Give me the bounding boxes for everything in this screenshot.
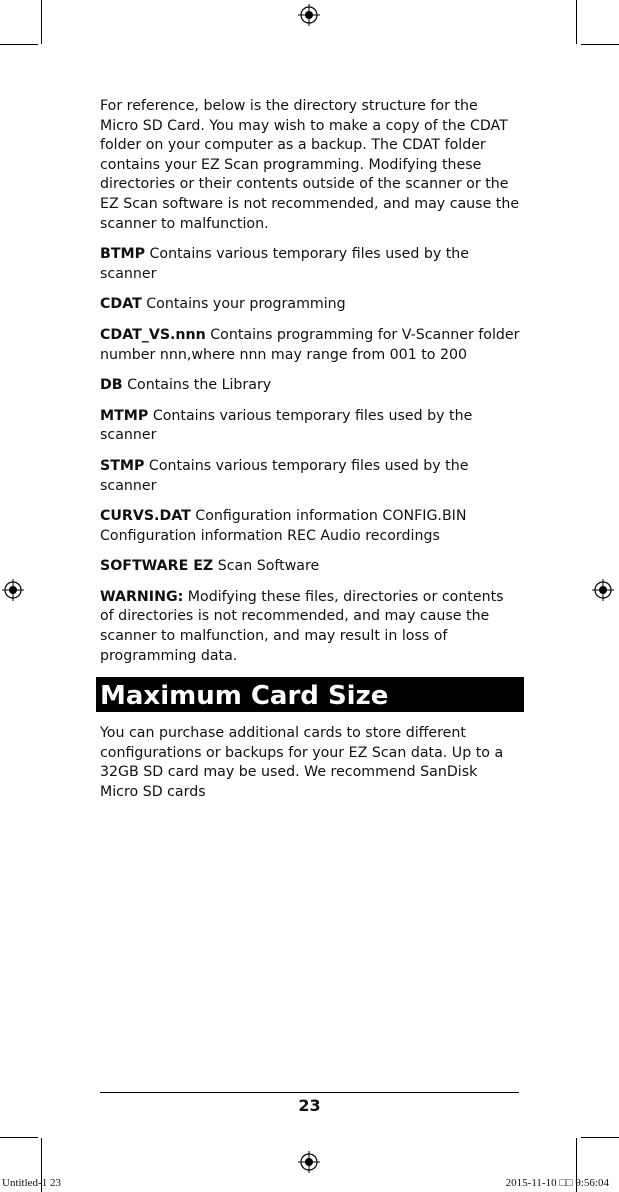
crop-mark (581, 44, 619, 45)
entry-cdat-vs (100, 326, 520, 365)
page-content (100, 97, 520, 814)
entry-btmp (100, 245, 520, 284)
warning-paragraph (100, 588, 520, 666)
entry-software (100, 557, 520, 577)
entry-term: CDAT_VS.nnn (100, 326, 206, 343)
crop-mark (0, 44, 38, 45)
entry-term: SOFTWARE EZ (100, 558, 214, 575)
entry-desc: Contains programming for V-Scanner folder number nnn,where nnn may range from 001 to 200 (100, 326, 520, 363)
entry-desc: Contains the Library (122, 377, 272, 394)
entry-stmp (100, 457, 520, 496)
entry-desc: Contains your programming (141, 296, 346, 313)
entry-db (100, 376, 520, 396)
entry-term: DB (100, 377, 123, 394)
entry-desc: Contains various temporary files used by the scanner (100, 246, 470, 282)
warning-label: WARNING: (100, 588, 184, 605)
registration-mark-icon (298, 1151, 320, 1173)
registration-mark-icon (592, 579, 614, 601)
crop-mark (581, 1137, 619, 1138)
entry-desc: Scan Software (213, 558, 320, 575)
registration-mark-icon (2, 579, 24, 601)
section-heading: Maximum Card Size (96, 677, 524, 712)
registration-mark-icon (298, 4, 320, 26)
entry-term: MTMP (100, 407, 149, 424)
entry-desc: Contains various temporary files used by the scanner (100, 457, 469, 494)
section-paragraph: You can purchase additional cards to store different configurations or backups for your EZ Scan data. Up to a 32GB SD card may be used. We recommend SanDisk Micro SD cards (100, 725, 504, 801)
entry-curvs (100, 507, 520, 546)
footer-rule (100, 1092, 519, 1093)
crop-mark (576, 0, 577, 44)
crop-mark (0, 1137, 38, 1138)
entry-cdat (100, 295, 520, 315)
entry-term: CURVS.DAT (100, 508, 191, 525)
warning-text: Modifying these files, directories or contents of directories is not recommended, and may cause the scanner to malfunction, and may result in loss of programming data. (100, 588, 504, 664)
entry-term: STMP (100, 457, 145, 474)
entry-desc: Configuration information CONFIG.BIN Configuration information REC Audio recordings (100, 508, 467, 544)
entry-desc: Contains various temporary files used by the scanner (100, 407, 473, 444)
entry-term: BTMP (100, 246, 146, 263)
intro-paragraph: For reference, below is the directory structure for the Micro SD Card. You may wish to make a copy of the CDAT folder on your computer as a backup. The CDAT folder contains your EZ Scan programming. Modifying these directories or their contents outside of the scanner or the EZ Scan software is not recommended, and may cause the scanner to malfunction. (100, 98, 520, 232)
print-slug-right: 2015-11-10 □□ 9:56:04 (505, 1177, 609, 1189)
print-slug-left: Untitled-1 23 (2, 1177, 61, 1189)
page-number: 23 (298, 1096, 321, 1115)
entry-term: CDAT (100, 296, 142, 313)
entry-mtmp (100, 407, 520, 446)
crop-mark (41, 0, 42, 44)
